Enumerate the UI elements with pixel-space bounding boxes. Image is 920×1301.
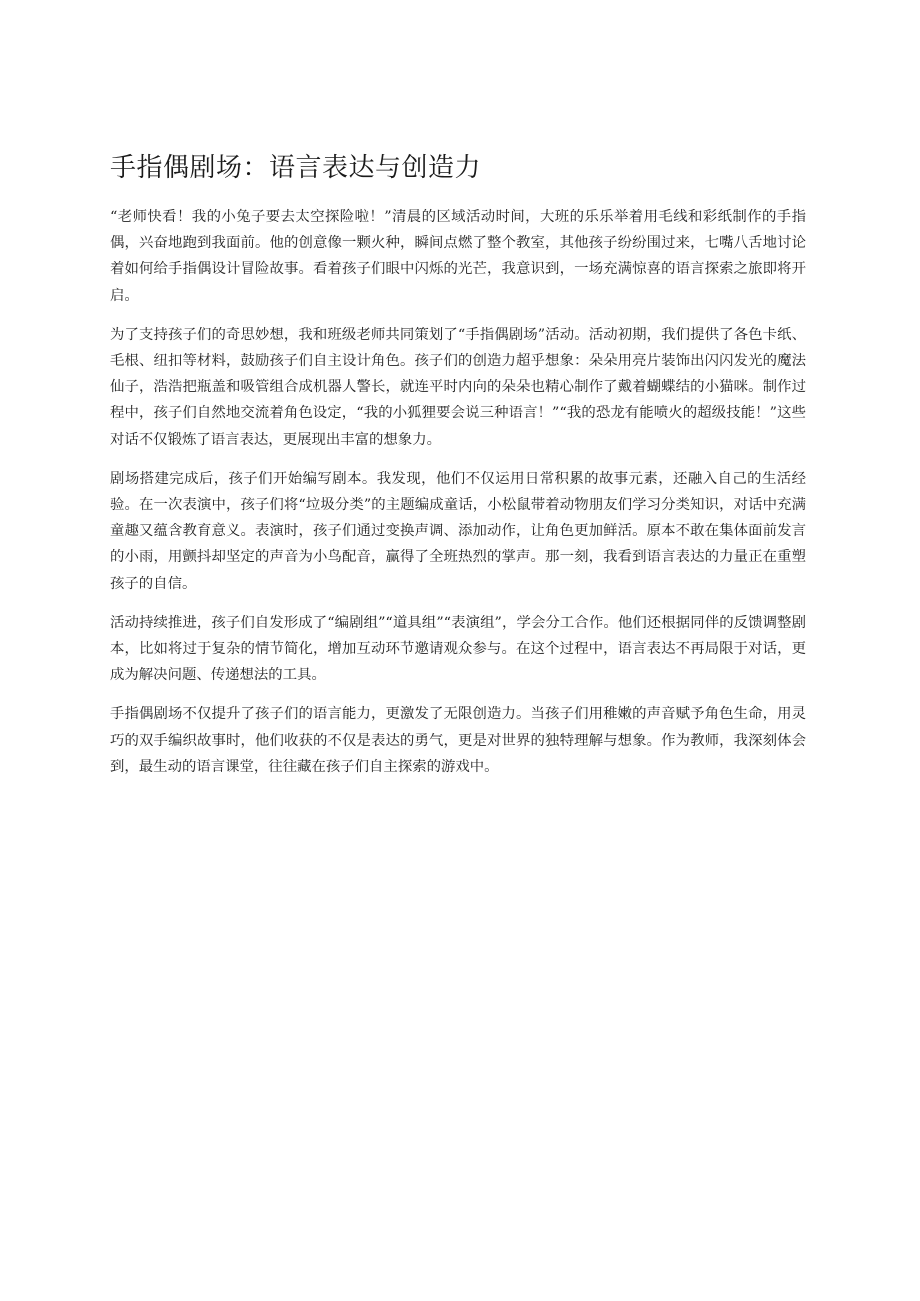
- paragraph-3: 剧场搭建完成后，孩子们开始编写剧本。我发现，他们不仅运用日常积累的故事元素，还融入自己的生活经验。在一次表演中，孩子们将“垃圾分类”的主题编成童话，小松鼠带着动物朋友们学习分类知识，对话中充满童趣又蕴含教育意义。表演时，孩子们通过变换声调、添加动作，让角色更加鲜活。原本不敢在集体面前发言的小雨，用颤抖却坚定的声音为小鸟配音，赢得了全班热烈的掌声。那一刻，我看到语言表达的力量正在重塑孩子的自信。: [110, 470, 806, 592]
- paragraph-5: 手指偶剧场不仅提升了孩子们的语言能力，更激发了无限创造力。当孩子们用稚嫩的声音赋予角色生命，用灵巧的双手编织故事时，他们收获的不仅是表达的勇气，更是对世界的独特理解与想象。作为教师，我深刻体会到，最生动的语言课堂，往往藏在孩子们自主探索的游戏中。: [110, 706, 806, 775]
- paragraph-4: 活动持续推进，孩子们自发形成了“编剧组”“道具组”“表演组”，学会分工合作。他们还根据同伴的反馈调整剧本，比如将过于复杂的情节简化，增加互动环节邀请观众参与。在这个过程中，语言表达不再局限于对话，更成为解决问题、传递想法的工具。: [110, 614, 806, 684]
- paragraph-2: 为了支持孩子们的奇思妙想，我和班级老师共同策划了“手指偶剧场”活动。活动初期，我们提供了各色卡纸、毛根、纽扣等材料，鼓励孩子们自主设计角色。孩子们的创造力超乎想象：朵朵用亮片装饰出闪闪发光的魔法仙子，浩浩把瓶盖和吸管组合成机器人警长，就连平时内向的朵朵也精心制作了戴着蝴蝶结的小猫咪。制作过程中，孩子们自然地交流着角色设定，“我的小狐狸要会说三种语言！”“我的恐龙有能喷火的超级技能！”这些对话不仅锻炼了语言表达，更展现出丰富的想象力。: [110, 326, 806, 448]
- document-title: 手指偶剧场：语言表达与创造力: [110, 153, 482, 183]
- document-page: [110, 150, 806, 793]
- paragraph-1: “老师快看！我的小兔子要去太空探险啦！”清晨的区域活动时间，大班的乐乐举着用毛线和彩纸制作的手指偶，兴奋地跑到我面前。他的创意像一颗火种，瞬间点燃了整个教室，其他孩子纷纷围过来，七嘴八舌地讨论着如何给手指偶设计冒险故事。看着孩子们眼中闪烁的光芒，我意识到，一场充满惊喜的语言探索之旅即将开启。: [110, 209, 806, 304]
